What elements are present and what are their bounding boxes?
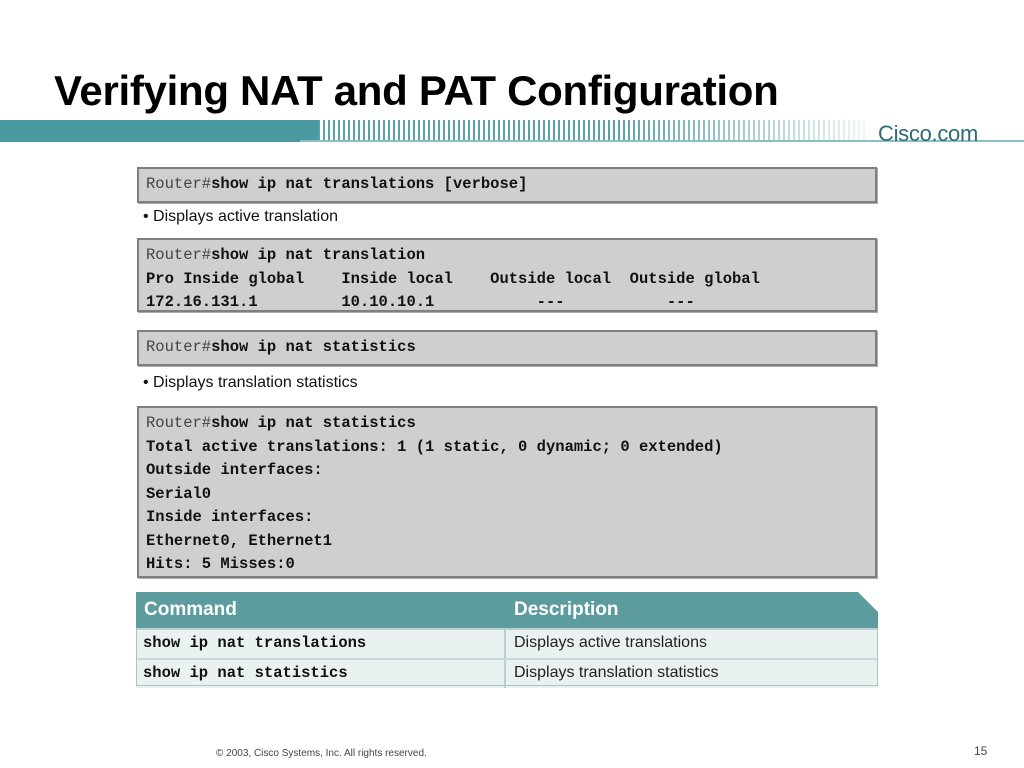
banner-solid-bar	[0, 120, 318, 142]
cli-command-line	[146, 336, 868, 360]
cli-command: show ip nat statistics	[211, 338, 416, 356]
table-header-description: Description	[514, 599, 619, 620]
cli-command-line	[146, 173, 868, 197]
cli-block-statistics	[137, 330, 877, 366]
cli-output-row: 172.16.131.1 10.10.10.1 --- ---	[146, 293, 695, 311]
cli-command: show ip nat translations [verbose]	[211, 175, 528, 193]
banner-fade	[318, 120, 868, 142]
cli-output-header: Pro Inside global Inside local Outside local Outside global	[146, 269, 760, 288]
table-header-command: Command	[144, 599, 237, 620]
table-cell-command: show ip nat statistics	[143, 664, 348, 682]
cli-block-statistics-output	[137, 406, 877, 578]
column-divider	[504, 660, 506, 688]
table-cell-command: show ip nat translations	[143, 634, 367, 652]
cli-output-line: Hits: 5 Misses:0	[146, 555, 295, 573]
cli-output-line: Ethernet0, Ethernet1	[146, 531, 333, 550]
cli-command: show ip nat statistics	[211, 414, 416, 432]
slide-title: Verifying NAT and PAT Configuration	[54, 67, 779, 114]
bullet-active-translation: • Displays active translation	[143, 208, 339, 225]
cli-command: show ip nat translation	[211, 246, 426, 264]
cli-block-translations-verbose	[137, 167, 877, 203]
cli-block-translation-output	[137, 238, 877, 312]
command-table	[136, 592, 878, 688]
cli-output-line: Serial0	[146, 484, 212, 503]
cisco-logo: Cisco.com	[878, 121, 978, 146]
cli-output-line: Outside interfaces:	[146, 461, 323, 479]
page-number: 15	[974, 744, 988, 758]
table-header-background	[136, 592, 878, 628]
cli-output-line: Total active translations: 1 (1 static, 0 dynamic; 0 extended)	[146, 437, 723, 456]
cli-output-line: Inside interfaces:	[146, 508, 314, 526]
table-cell-description: Displays active translations	[514, 634, 707, 651]
table-cell-description: Displays translation statistics	[514, 664, 719, 681]
column-divider	[504, 630, 506, 658]
cli-command-line	[146, 412, 868, 436]
cli-prompt: Router#	[146, 338, 212, 356]
cli-prompt: Router#	[146, 175, 212, 193]
table-row	[136, 658, 878, 688]
table-header-row	[136, 592, 878, 628]
cli-prompt: Router#	[146, 246, 212, 264]
copyright-footer: © 2003, Cisco Systems, Inc. All rights reserved.	[216, 748, 427, 759]
cli-prompt: Router#	[146, 414, 212, 432]
table-row	[136, 628, 878, 658]
header-banner	[0, 118, 1024, 144]
bullet-translation-statistics: • Displays translation statistics	[143, 374, 358, 391]
cli-command-line	[146, 244, 868, 268]
